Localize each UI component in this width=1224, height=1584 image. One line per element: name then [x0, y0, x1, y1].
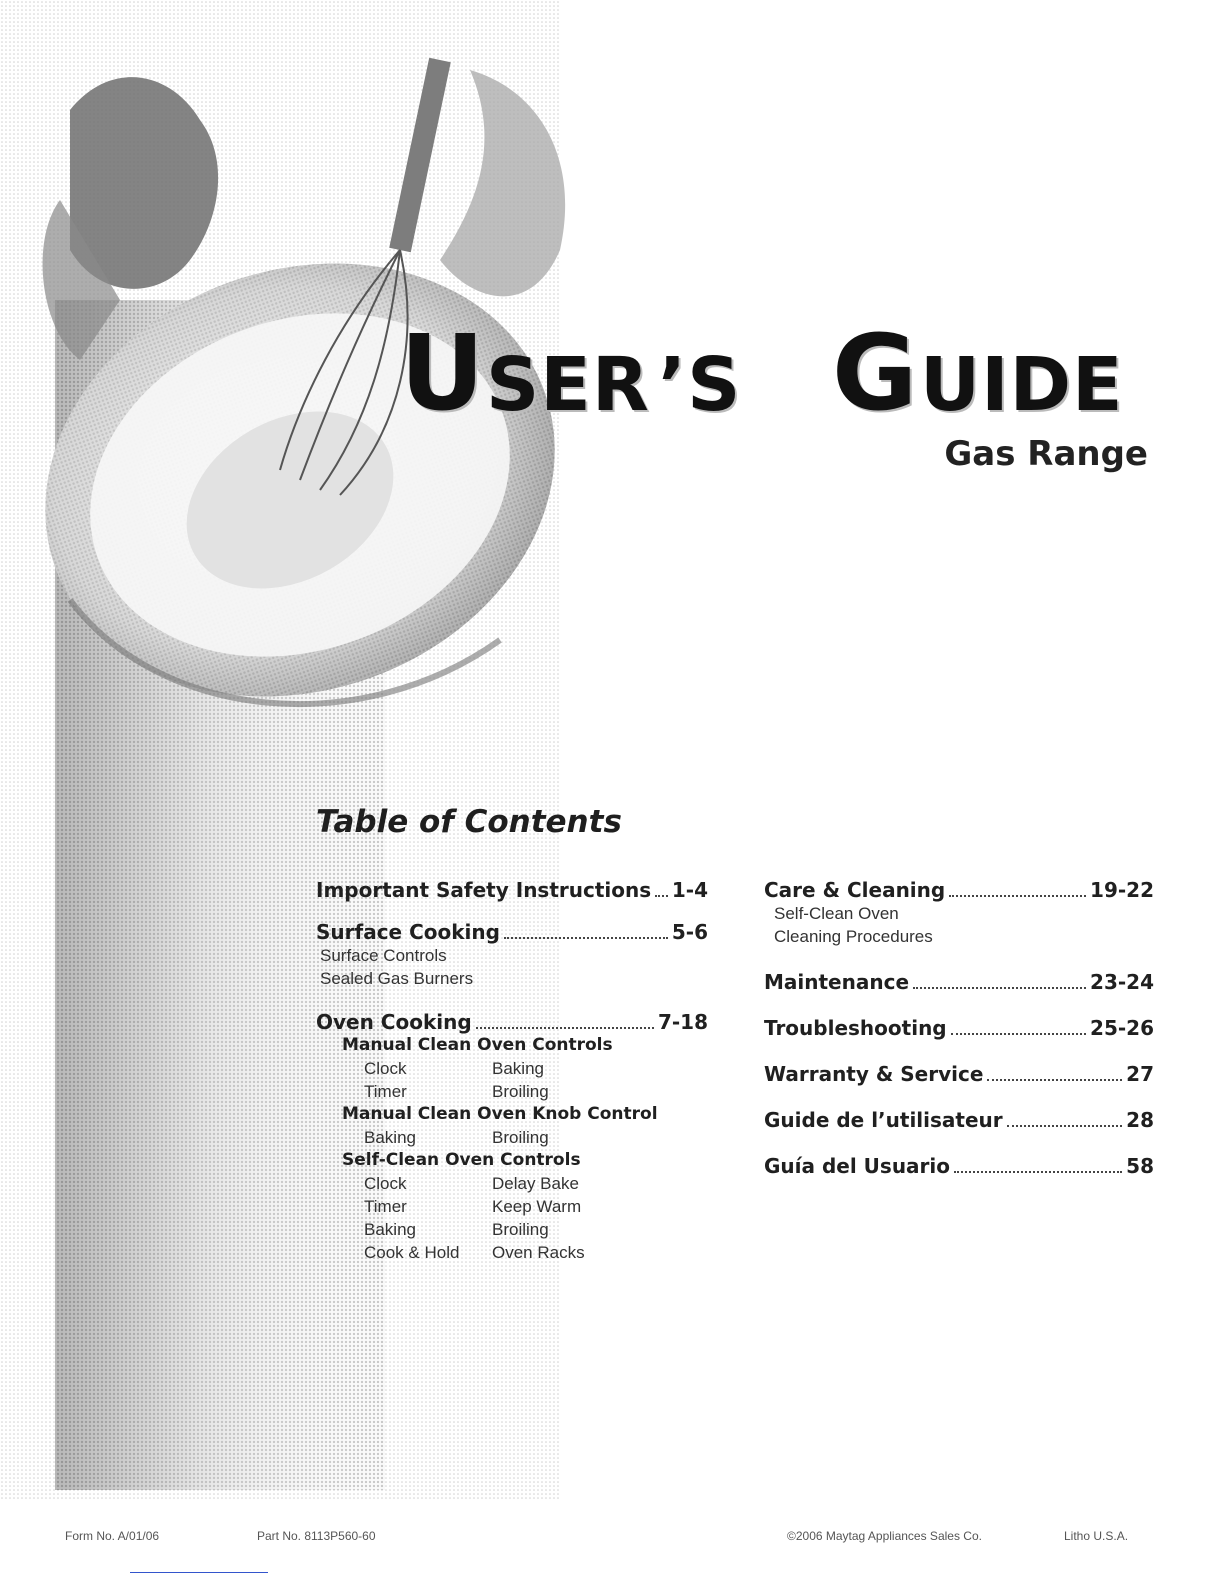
toc-entry-label: Surface Cooking — [316, 920, 500, 944]
toc-entry-troubleshooting[interactable] — [764, 1016, 1154, 1040]
toc-pair-row — [364, 1126, 708, 1149]
leader-dots — [954, 1171, 1122, 1173]
footer-litho: Litho U.S.A. — [1064, 1529, 1129, 1543]
title-letters-uide: UIDE — [920, 342, 1124, 428]
page-subtitle: Gas Range — [944, 434, 1148, 474]
footer-form-number: Form No. A/01/06 — [65, 1529, 160, 1543]
toc-entry-pages: 7-18 — [657, 1010, 708, 1034]
toc-pair-row — [364, 1241, 708, 1264]
toc-entry-label: Guía del Usuario — [764, 1154, 951, 1178]
toc-sub-item: Baking — [492, 1059, 544, 1078]
toc-sub-item: Clock — [364, 1174, 407, 1193]
toc-sub-item: Timer — [364, 1197, 407, 1216]
toc-entry-pages: 28 — [1126, 1108, 1154, 1132]
leader-dots — [476, 1027, 654, 1029]
toc-group-heading: Self-Clean Oven Controls — [342, 1150, 581, 1170]
toc-entry-maintenance[interactable] — [764, 970, 1154, 994]
toc-sub-item: Timer — [364, 1082, 407, 1101]
toc-sub-item: Cleaning Procedures — [774, 927, 933, 946]
toc-sub-item: Cook & Hold — [364, 1243, 460, 1262]
toc-entry-label: Warranty & Service — [764, 1062, 984, 1086]
toc-sub-item: Keep Warm — [492, 1197, 582, 1216]
toc-sub-item: Broiling — [492, 1128, 549, 1147]
toc-entry-pages: 1-4 — [671, 878, 708, 902]
toc-heading: Table of Contents — [316, 804, 622, 840]
leader-dots — [504, 937, 668, 939]
toc-entry-pages: 19-22 — [1090, 878, 1154, 902]
toc-entry-surface-cooking[interactable] — [316, 920, 708, 944]
toc-group-heading: Manual Clean Oven Controls — [342, 1035, 613, 1055]
toc-entry-warranty[interactable] — [764, 1062, 1154, 1086]
toc-entry-pages: 5-6 — [671, 920, 708, 944]
toc-entry-pages: 58 — [1126, 1154, 1154, 1178]
footer-hairline — [130, 1572, 268, 1573]
title-letters-ser: SER — [486, 342, 650, 428]
toc-sub-item: Clock — [364, 1059, 407, 1078]
title-apostrophe-s: ’S — [658, 342, 742, 428]
toc-pair-row — [364, 1218, 708, 1241]
leader-dots — [949, 895, 1086, 897]
toc-entry-pages: 23-24 — [1090, 970, 1154, 994]
toc-entry-label: Maintenance — [764, 970, 910, 994]
leader-dots — [655, 895, 668, 897]
toc-entry-pages: 27 — [1126, 1062, 1154, 1086]
toc-pair-row — [364, 1195, 708, 1218]
toc-entry-guide-fr[interactable] — [764, 1108, 1154, 1132]
footer-part-number: Part No. 8113P560-60 — [257, 1529, 376, 1543]
toc-entry-safety[interactable] — [316, 878, 708, 902]
leader-dots — [913, 987, 1086, 989]
leader-dots — [987, 1079, 1122, 1081]
toc-entry-guia-es[interactable] — [764, 1154, 1154, 1178]
toc-entry-label: Care & Cleaning — [764, 878, 946, 902]
toc-right-column — [764, 878, 1154, 1178]
toc-sub-item: Baking — [364, 1128, 416, 1147]
toc-pair-row — [364, 1080, 708, 1103]
title-letter-u: U — [400, 312, 486, 434]
toc-left-column — [316, 878, 708, 1264]
toc-entry-label: Guide de l’utilisateur — [764, 1108, 1003, 1132]
toc-pair-row — [364, 1057, 708, 1080]
footer-copyright: ©2006 Maytag Appliances Sales Co. — [787, 1529, 982, 1543]
toc-sub-item: Self-Clean Oven — [774, 904, 899, 923]
toc-entry-oven-cooking[interactable] — [316, 1010, 708, 1034]
toc-sub-item: Baking — [364, 1220, 416, 1239]
toc-sub-item: Surface Controls — [320, 946, 447, 965]
title-letter-g: G — [832, 312, 919, 434]
toc-entry-pages: 25-26 — [1090, 1016, 1154, 1040]
toc-entry-label: Important Safety Instructions — [316, 878, 652, 902]
leader-dots — [951, 1033, 1086, 1035]
toc-entry-care-cleaning[interactable] — [764, 878, 1154, 902]
toc-sub-item: Broiling — [492, 1082, 549, 1101]
toc-group-heading: Manual Clean Oven Knob Control — [342, 1104, 658, 1124]
toc-sub-item: Sealed Gas Burners — [320, 969, 474, 988]
toc-pair-row — [364, 1172, 708, 1195]
toc-entry-label: Oven Cooking — [316, 1010, 472, 1034]
toc-sub-item: Delay Bake — [492, 1174, 579, 1193]
toc-sub-item: Oven Racks — [492, 1243, 585, 1262]
page-title — [400, 312, 1160, 434]
leader-dots — [1007, 1125, 1123, 1127]
toc-entry-label: Troubleshooting — [764, 1016, 947, 1040]
toc-sub-item: Broiling — [492, 1220, 549, 1239]
